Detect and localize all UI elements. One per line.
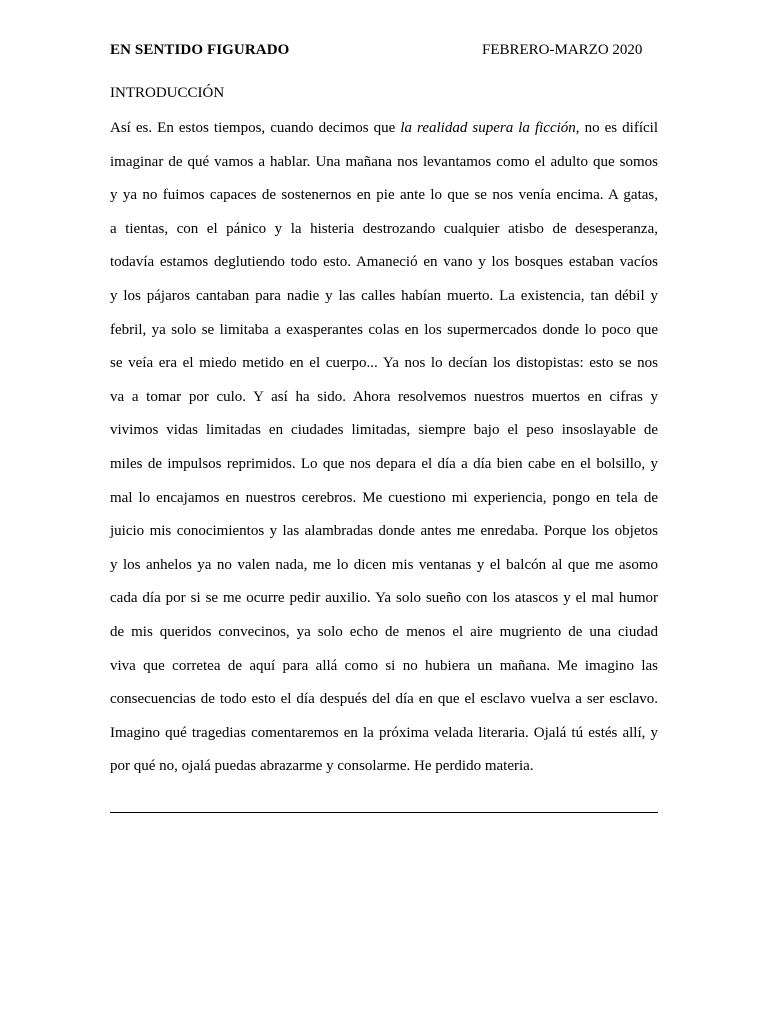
paragraph-line (110, 750, 658, 784)
paragraph-line (110, 314, 658, 348)
paragraph-line (110, 179, 658, 213)
running-header-date: FEBRERO-MARZO 2020 (482, 42, 643, 58)
paragraph-line (110, 549, 658, 583)
line-text: y ya no fuimos capaces de sostenernos en pie ante lo que se nos venía encima. A gatas, (110, 187, 658, 204)
paragraph-line (110, 414, 658, 448)
paragraph-line (110, 213, 658, 247)
line-text: Imagino qué tragedias comentaremos en la próxima velada literaria. Ojalá tú estés allí, y (110, 724, 658, 741)
footnote-separator-rule (110, 812, 658, 813)
paragraph-line (110, 112, 658, 146)
section-heading: INTRODUCCIÓN (110, 85, 225, 101)
body-paragraph (110, 112, 658, 784)
line-text: imaginar de qué vamos a hablar. Una mañana nos levantamos como el adulto que somos (110, 153, 658, 170)
line-text: viva que corretea de aquí para allá como si no hubiera un mañana. Me imagino las (110, 657, 658, 674)
line-text: a tientas, con el pánico y la histeria destrozando cualquier atisbo de desesperanza, (110, 220, 658, 237)
line-text: vivimos vidas limitadas en ciudades limitadas, siempre bajo el peso insoslayable de (110, 422, 658, 439)
paragraph-line (110, 347, 658, 381)
paragraph-line (110, 650, 658, 684)
running-header-title: EN SENTIDO FIGURADO (110, 42, 290, 58)
line-text: miles de impulsos reprimidos. Lo que nos depara el día a día bien cabe en el bolsillo, y (110, 455, 658, 472)
paragraph-line (110, 381, 658, 415)
paragraph-line (110, 582, 658, 616)
line-text: mal lo encajamos en nuestros cerebros. Me cuestiono mi experiencia, pongo en tela de (110, 489, 658, 506)
line-text: por qué no, ojalá puedas abrazarme y consolarme. He perdido materia. (110, 758, 534, 775)
line-text: y los pájaros cantaban para nadie y las calles habían muerto. La existencia, tan débil y (110, 287, 658, 304)
line-text: de mis queridos convecinos, ya solo echo de menos el aire mugriento de una ciudad (110, 623, 658, 640)
paragraph-line (110, 146, 658, 180)
italic-phrase: la realidad supera la ficción (400, 120, 576, 136)
paragraph-line (110, 683, 658, 717)
paragraph-line (110, 246, 658, 280)
line-text: y los anhelos ya no valen nada, me lo dicen mis ventanas y el balcón al que me asomo (110, 556, 658, 573)
line-text: consecuencias de todo esto el día después del día en que el esclavo vuelva a ser esclavo. (110, 691, 658, 708)
line-text: , no es difícil (575, 120, 658, 136)
paragraph-line (110, 280, 658, 314)
line-text: Así es. En estos tiempos, cuando decimos que (110, 120, 401, 136)
paragraph-line (110, 482, 658, 516)
line-text: va a tomar por culo. Y así ha sido. Ahora resolvemos nuestros muertos en cifras y (110, 388, 658, 405)
line-text: se veía era el miedo metido en el cuerpo... Ya nos lo decían los distopistas: esto se nos (110, 355, 658, 372)
paragraph-line (110, 616, 658, 650)
line-text: febril, ya solo se limitaba a exasperantes colas en los supermercados donde lo poco que (110, 321, 658, 338)
paragraph-line (110, 717, 658, 751)
line-text: juicio mis conocimientos y las alambradas donde antes me enredaba. Porque los objetos (110, 523, 658, 540)
paragraph-line (110, 515, 658, 549)
line-text: cada día por si se me ocurre pedir auxilio. Ya solo sueño con los atascos y el mal humor (110, 590, 658, 607)
line-text: todavía estamos deglutiendo todo esto. Amaneció en vano y los bosques estaban vacíos (110, 254, 658, 271)
paragraph-line (110, 448, 658, 482)
